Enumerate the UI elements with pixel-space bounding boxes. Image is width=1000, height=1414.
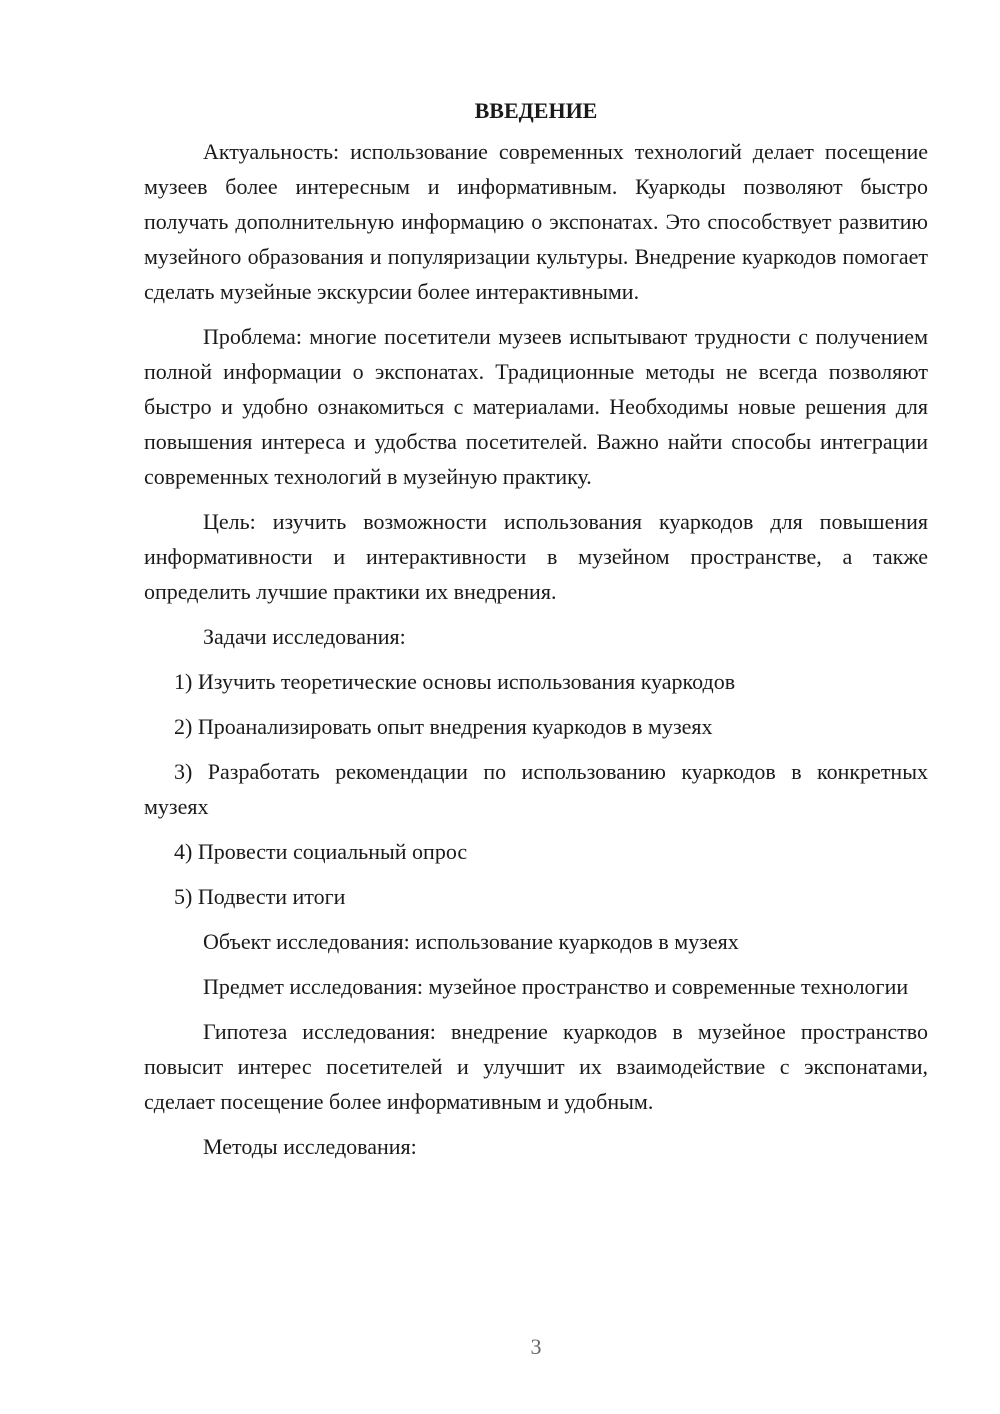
tasks-title: Задачи исследования: bbox=[203, 624, 406, 649]
tasks-list bbox=[144, 664, 928, 914]
section-heading: ВВЕДЕНИЕ bbox=[474, 98, 598, 123]
document-page bbox=[144, 88, 928, 1174]
problem-paragraph: Проблема: многие посетители музеев испытывают трудности с получением полной информации о экспонатах. Традиционные методы не всегда позволяют быстро и удобно ознакомиться с материалами. Необходимы новые решения для повышения интереса и удобства посетителей. Важно найти способы интеграции современных технологий в музейную практику. bbox=[144, 324, 928, 489]
relevance-paragraph: Актуальность: использование современных технологий делает посещение музеев более интересным и информативным. Куаркоды позволяют быстро получать дополнительную информацию о экспонатах. Это способствует развитию музейного образования и популяризации культуры. Внедрение куаркодов помогает сделать музейные экскурсии более интерактивными. bbox=[144, 139, 928, 304]
list-item: 1) Изучить теоретические основы использования куаркодов bbox=[174, 669, 736, 694]
methods-title: Методы исследования: bbox=[203, 1134, 417, 1159]
page-number: 3 bbox=[530, 1334, 542, 1359]
list-item: 2) Проанализировать опыт внедрения куаркодов в музеях bbox=[174, 714, 713, 739]
list-item: 3) Разработать рекомендации по использованию куаркодов в конкретных музеях bbox=[144, 759, 928, 819]
goal-paragraph: Цель: изучить возможности использования куаркодов для повышения информативности и интерактивности в музейном пространстве, а также определить лучшие практики их внедрения. bbox=[144, 509, 928, 604]
list-item: 4) Провести социальный опрос bbox=[174, 839, 468, 864]
object-paragraph: Объект исследования: использование куаркодов в музеях bbox=[203, 929, 739, 954]
subject-paragraph: Предмет исследования: музейное пространство и современные технологии bbox=[203, 974, 909, 999]
list-item: 5) Подвести итоги bbox=[174, 884, 346, 909]
hypothesis-paragraph: Гипотеза исследования: внедрение куаркодов в музейное пространство повысит интерес посетителей и улучшит их взаимодействие с экспонатами, сделает посещение более информативным и удобным. bbox=[144, 1019, 928, 1114]
